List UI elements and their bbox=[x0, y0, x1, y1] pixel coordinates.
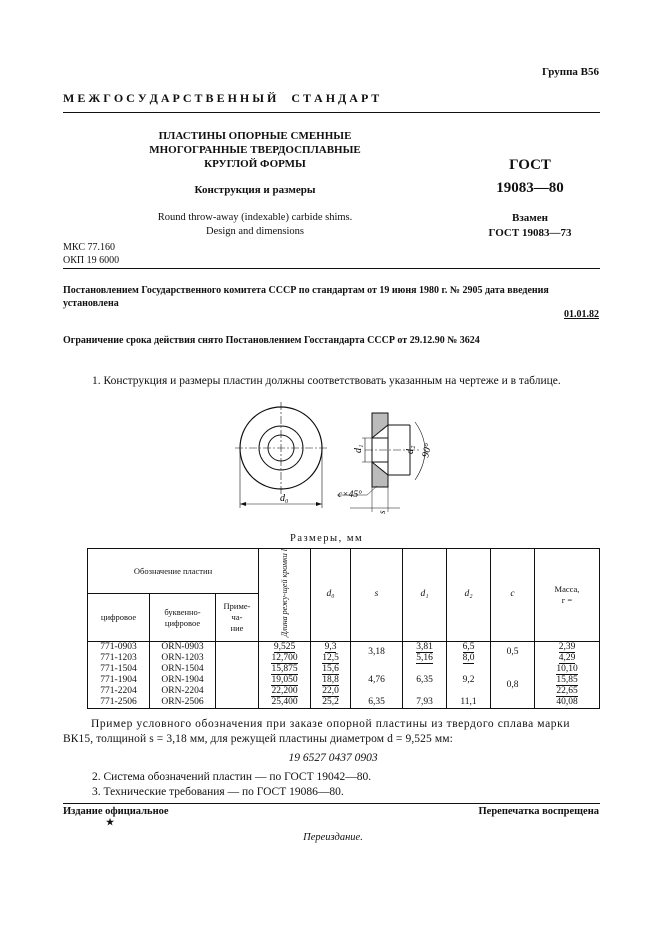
cell-d0 bbox=[311, 664, 351, 675]
cell-s: 6,35 bbox=[351, 697, 403, 709]
cell-d0 bbox=[311, 675, 351, 686]
title-block-rule bbox=[63, 268, 600, 269]
angle-label: 90° bbox=[420, 442, 435, 459]
star-mark: ★ bbox=[106, 817, 115, 827]
cell-note bbox=[216, 686, 259, 697]
title-line-2: МНОГОГРАННЫЕ ТВЕРДОСПЛАВНЫЕ bbox=[149, 144, 361, 156]
cell-mass: 40,08 bbox=[535, 697, 600, 709]
letter-digital-line-2: цифровое bbox=[164, 617, 201, 628]
clause-1: 1. Конструкция и размеры пластин должны соответствовать указанным на чертеже и в таблице. bbox=[92, 375, 561, 387]
group-code: Группа В56 bbox=[541, 66, 599, 78]
reissue-note: Переиздание. bbox=[303, 832, 363, 843]
example-line-1: Пример условного обозначения при заказе опорной пластины из твердого сплава марки bbox=[91, 718, 571, 730]
okp-code: ОКП 19 6000 bbox=[63, 255, 120, 266]
example-paragraph bbox=[63, 717, 603, 747]
chamfer-label: c×45° bbox=[338, 490, 362, 500]
shim-drawing bbox=[225, 400, 445, 525]
d2-label: d₂ bbox=[405, 445, 416, 454]
cell-letter: ORN-1504 bbox=[150, 664, 216, 675]
english-title-line-2: Design and dimensions bbox=[206, 226, 304, 237]
cell-d0 bbox=[311, 686, 351, 697]
cell-mass-value: 2,39 bbox=[558, 641, 576, 652]
d0-label: d₀ bbox=[280, 493, 289, 504]
cell-digital: 771-0903 bbox=[88, 641, 150, 653]
designation-header: Обозначение пластин bbox=[88, 549, 259, 594]
cell-d1: 6,35 bbox=[403, 664, 447, 697]
mass-header-line-2: г = bbox=[561, 594, 573, 605]
cell-d0-value: 18,8 bbox=[322, 674, 339, 685]
cell-letter: ORN-2204 bbox=[150, 686, 216, 697]
cell-d0: 25,2 bbox=[311, 697, 351, 709]
footer-rule bbox=[63, 803, 600, 804]
mass-header bbox=[535, 549, 600, 642]
cell-digital: 771-1504 bbox=[88, 664, 150, 675]
cell-l bbox=[259, 653, 311, 664]
document-subtitle: Конструкция и размеры bbox=[194, 184, 316, 196]
cell-d0 bbox=[311, 653, 351, 664]
cell-digital: 771-2506 bbox=[88, 697, 150, 709]
cell-note bbox=[216, 675, 259, 686]
replaces-standard: ГОСТ 19083—73 bbox=[488, 227, 572, 239]
cell-d1 bbox=[403, 641, 447, 653]
official-edition: Издание официальное bbox=[63, 806, 169, 817]
d1-label: d₁ bbox=[353, 444, 364, 453]
clause-3: 3. Технические требования — по ГОСТ 19086—80. bbox=[92, 786, 344, 798]
clause-2: 2. Система обозначений пластин — по ГОСТ 19042—80. bbox=[92, 771, 372, 783]
cell-d2 bbox=[447, 641, 491, 653]
cell-mass-value: 15,85 bbox=[556, 674, 578, 685]
cell-l-value: 22,200 bbox=[271, 685, 298, 696]
cell-note bbox=[216, 697, 259, 709]
cell-l-value: 9,525 bbox=[273, 641, 296, 652]
edge-length-label: Длина режу-щей кромки l bbox=[280, 549, 289, 637]
dimensions-table bbox=[87, 548, 600, 709]
cell-l-value: 19,050 bbox=[271, 674, 298, 685]
cell-l-value: 15,875 bbox=[271, 663, 298, 674]
s-header: s bbox=[351, 549, 403, 642]
standard-banner: М Е Ж Г О С У Д А Р С Т В Е Н Н Ы Й С Т А Н Д А Р Т bbox=[63, 91, 380, 105]
cell-letter: ORN-1203 bbox=[150, 653, 216, 664]
gost-number: 19083—80 bbox=[496, 180, 564, 196]
header-rule bbox=[63, 112, 600, 113]
letter-digital-line-1: буквенно- bbox=[164, 606, 201, 617]
cell-d0-value: 9,3 bbox=[324, 641, 337, 652]
cell-digital: 771-1904 bbox=[88, 675, 150, 686]
cell-digital: 771-2204 bbox=[88, 686, 150, 697]
english-title-line-1: Round throw-away (indexable) carbide shims. bbox=[157, 212, 353, 223]
document-title bbox=[110, 129, 400, 171]
letter-digital-header bbox=[150, 594, 216, 642]
example-designation: 19 6527 0437 0903 bbox=[288, 752, 378, 764]
cell-c: 0,5 bbox=[491, 641, 535, 664]
cell-l bbox=[259, 641, 311, 653]
mass-header-line-1: Масса, bbox=[554, 583, 580, 594]
d2-header: d₂ bbox=[447, 549, 491, 642]
table-row bbox=[88, 641, 600, 653]
note-line-3: ние bbox=[230, 623, 244, 634]
cell-s: 3,18 bbox=[351, 641, 403, 664]
cell-l bbox=[259, 664, 311, 675]
classification-codes bbox=[63, 241, 119, 267]
cell-s: 4,76 bbox=[351, 664, 403, 697]
edge-length-header bbox=[259, 549, 311, 642]
cell-d1 bbox=[403, 653, 447, 664]
cell-letter: ORN-2506 bbox=[150, 697, 216, 709]
cell-c: 0,8 bbox=[491, 664, 535, 709]
cell-note bbox=[216, 641, 259, 653]
d0-header: d₀ bbox=[311, 549, 351, 642]
cell-l-value: 12,700 bbox=[271, 652, 298, 663]
cell-mass bbox=[535, 653, 600, 664]
digital-header: цифровое bbox=[88, 594, 150, 642]
example-line-2: ВК15, толщиной s = 3,18 мм, для режущей пластины диаметром d = 9,525 мм: bbox=[63, 733, 453, 745]
cell-mass bbox=[535, 664, 600, 675]
replaces-label: Взамен bbox=[512, 212, 548, 224]
cell-d1-value: 3,81 bbox=[416, 641, 433, 652]
cell-d1: 7,93 bbox=[403, 697, 447, 709]
s-label: s bbox=[377, 510, 387, 514]
limitation-text: Ограничение срока действия снято Постановлением Госстандарта СССР от 29.12.90 № 3624 bbox=[63, 335, 480, 346]
note-line-2: ча- bbox=[231, 612, 243, 623]
d1-header: d₁ bbox=[403, 549, 447, 642]
mks-code: МКС 77.160 bbox=[63, 242, 115, 253]
cell-d1-value: 5,16 bbox=[416, 652, 433, 663]
cell-l bbox=[259, 675, 311, 686]
cell-d2: 9,2 bbox=[447, 664, 491, 697]
title-line-1: ПЛАСТИНЫ ОПОРНЫЕ СМЕННЫЕ bbox=[158, 130, 352, 142]
cell-mass-value: 22,65 bbox=[556, 685, 578, 696]
table-row bbox=[88, 664, 600, 675]
cell-d0 bbox=[311, 641, 351, 653]
decree-text: Постановлением Государственного комитета СССР по стандартам от 19 июня 1980 г. № 2905 дата введения установлена bbox=[63, 285, 549, 309]
cell-note bbox=[216, 653, 259, 664]
gost-label: ГОСТ bbox=[509, 157, 551, 173]
cell-letter: ORN-0903 bbox=[150, 641, 216, 653]
cell-d0-value: 22,0 bbox=[322, 685, 339, 696]
cell-mass-value: 4,29 bbox=[558, 652, 576, 663]
cell-l bbox=[259, 686, 311, 697]
cell-mass bbox=[535, 675, 600, 686]
reprint-notice: Перепечатка воспрещена bbox=[478, 806, 599, 817]
cell-d0-value: 12,5 bbox=[322, 652, 339, 663]
note-header bbox=[216, 594, 259, 642]
effective-date: 01.01.82 bbox=[564, 309, 599, 320]
cell-d0-value: 15,6 bbox=[322, 663, 339, 674]
cell-digital: 771-1203 bbox=[88, 653, 150, 664]
cell-note bbox=[216, 664, 259, 675]
title-line-3: КРУГЛОЙ ФОРМЫ bbox=[204, 158, 306, 170]
cell-d2-value: 6,5 bbox=[462, 641, 475, 652]
cell-d2: 11,1 bbox=[447, 697, 491, 709]
cell-d2 bbox=[447, 653, 491, 664]
table-caption: Размеры, мм bbox=[290, 533, 364, 544]
english-title bbox=[110, 211, 400, 239]
cell-l: 25,400 bbox=[259, 697, 311, 709]
cell-d2-value: 8,0 bbox=[462, 652, 475, 663]
cell-mass bbox=[535, 686, 600, 697]
cell-letter: ORN-1904 bbox=[150, 675, 216, 686]
cell-mass-value: 10,10 bbox=[556, 663, 578, 674]
note-line-1: Приме- bbox=[223, 601, 251, 612]
cell-mass bbox=[535, 641, 600, 653]
c-header: c bbox=[491, 549, 535, 642]
